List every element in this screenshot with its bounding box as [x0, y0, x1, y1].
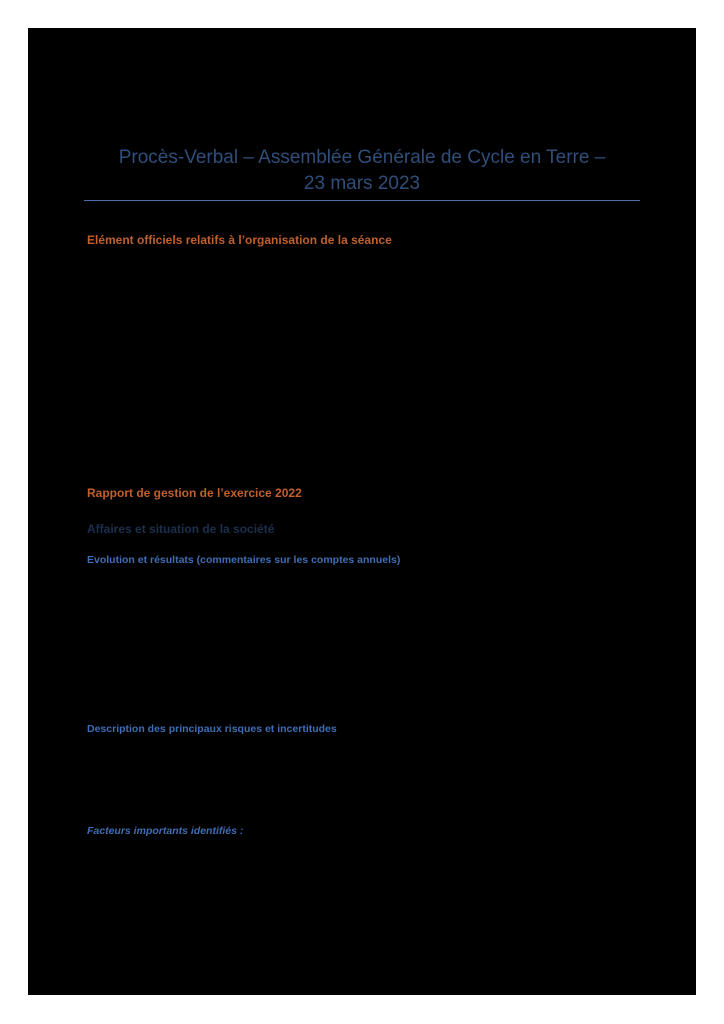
page-title-line-1: Procès-Verbal – Assemblée Générale de Cycle en Terre –: [118, 147, 606, 168]
subsection-heading-evolution: Evolution et résultats (commentaires sur les comptes annuels): [87, 554, 401, 566]
page-title: [84, 145, 640, 197]
subsection-heading-risques: Description des principaux risques et incertitudes: [87, 723, 337, 735]
document-page: [28, 28, 696, 995]
subsection-heading-affaires: Affaires et situation de la société: [87, 522, 275, 536]
page-title-line-2: 23 mars 2023: [303, 173, 421, 194]
section-heading-rapport-gestion: Rapport de gestion de l’exercice 2022: [87, 486, 302, 500]
section-heading-organisation: Elément officiels relatifs à l’organisation de la séance: [87, 233, 392, 247]
title-underline: [84, 200, 640, 201]
subsection-heading-facteurs: Facteurs importants identifiés :: [87, 825, 244, 837]
